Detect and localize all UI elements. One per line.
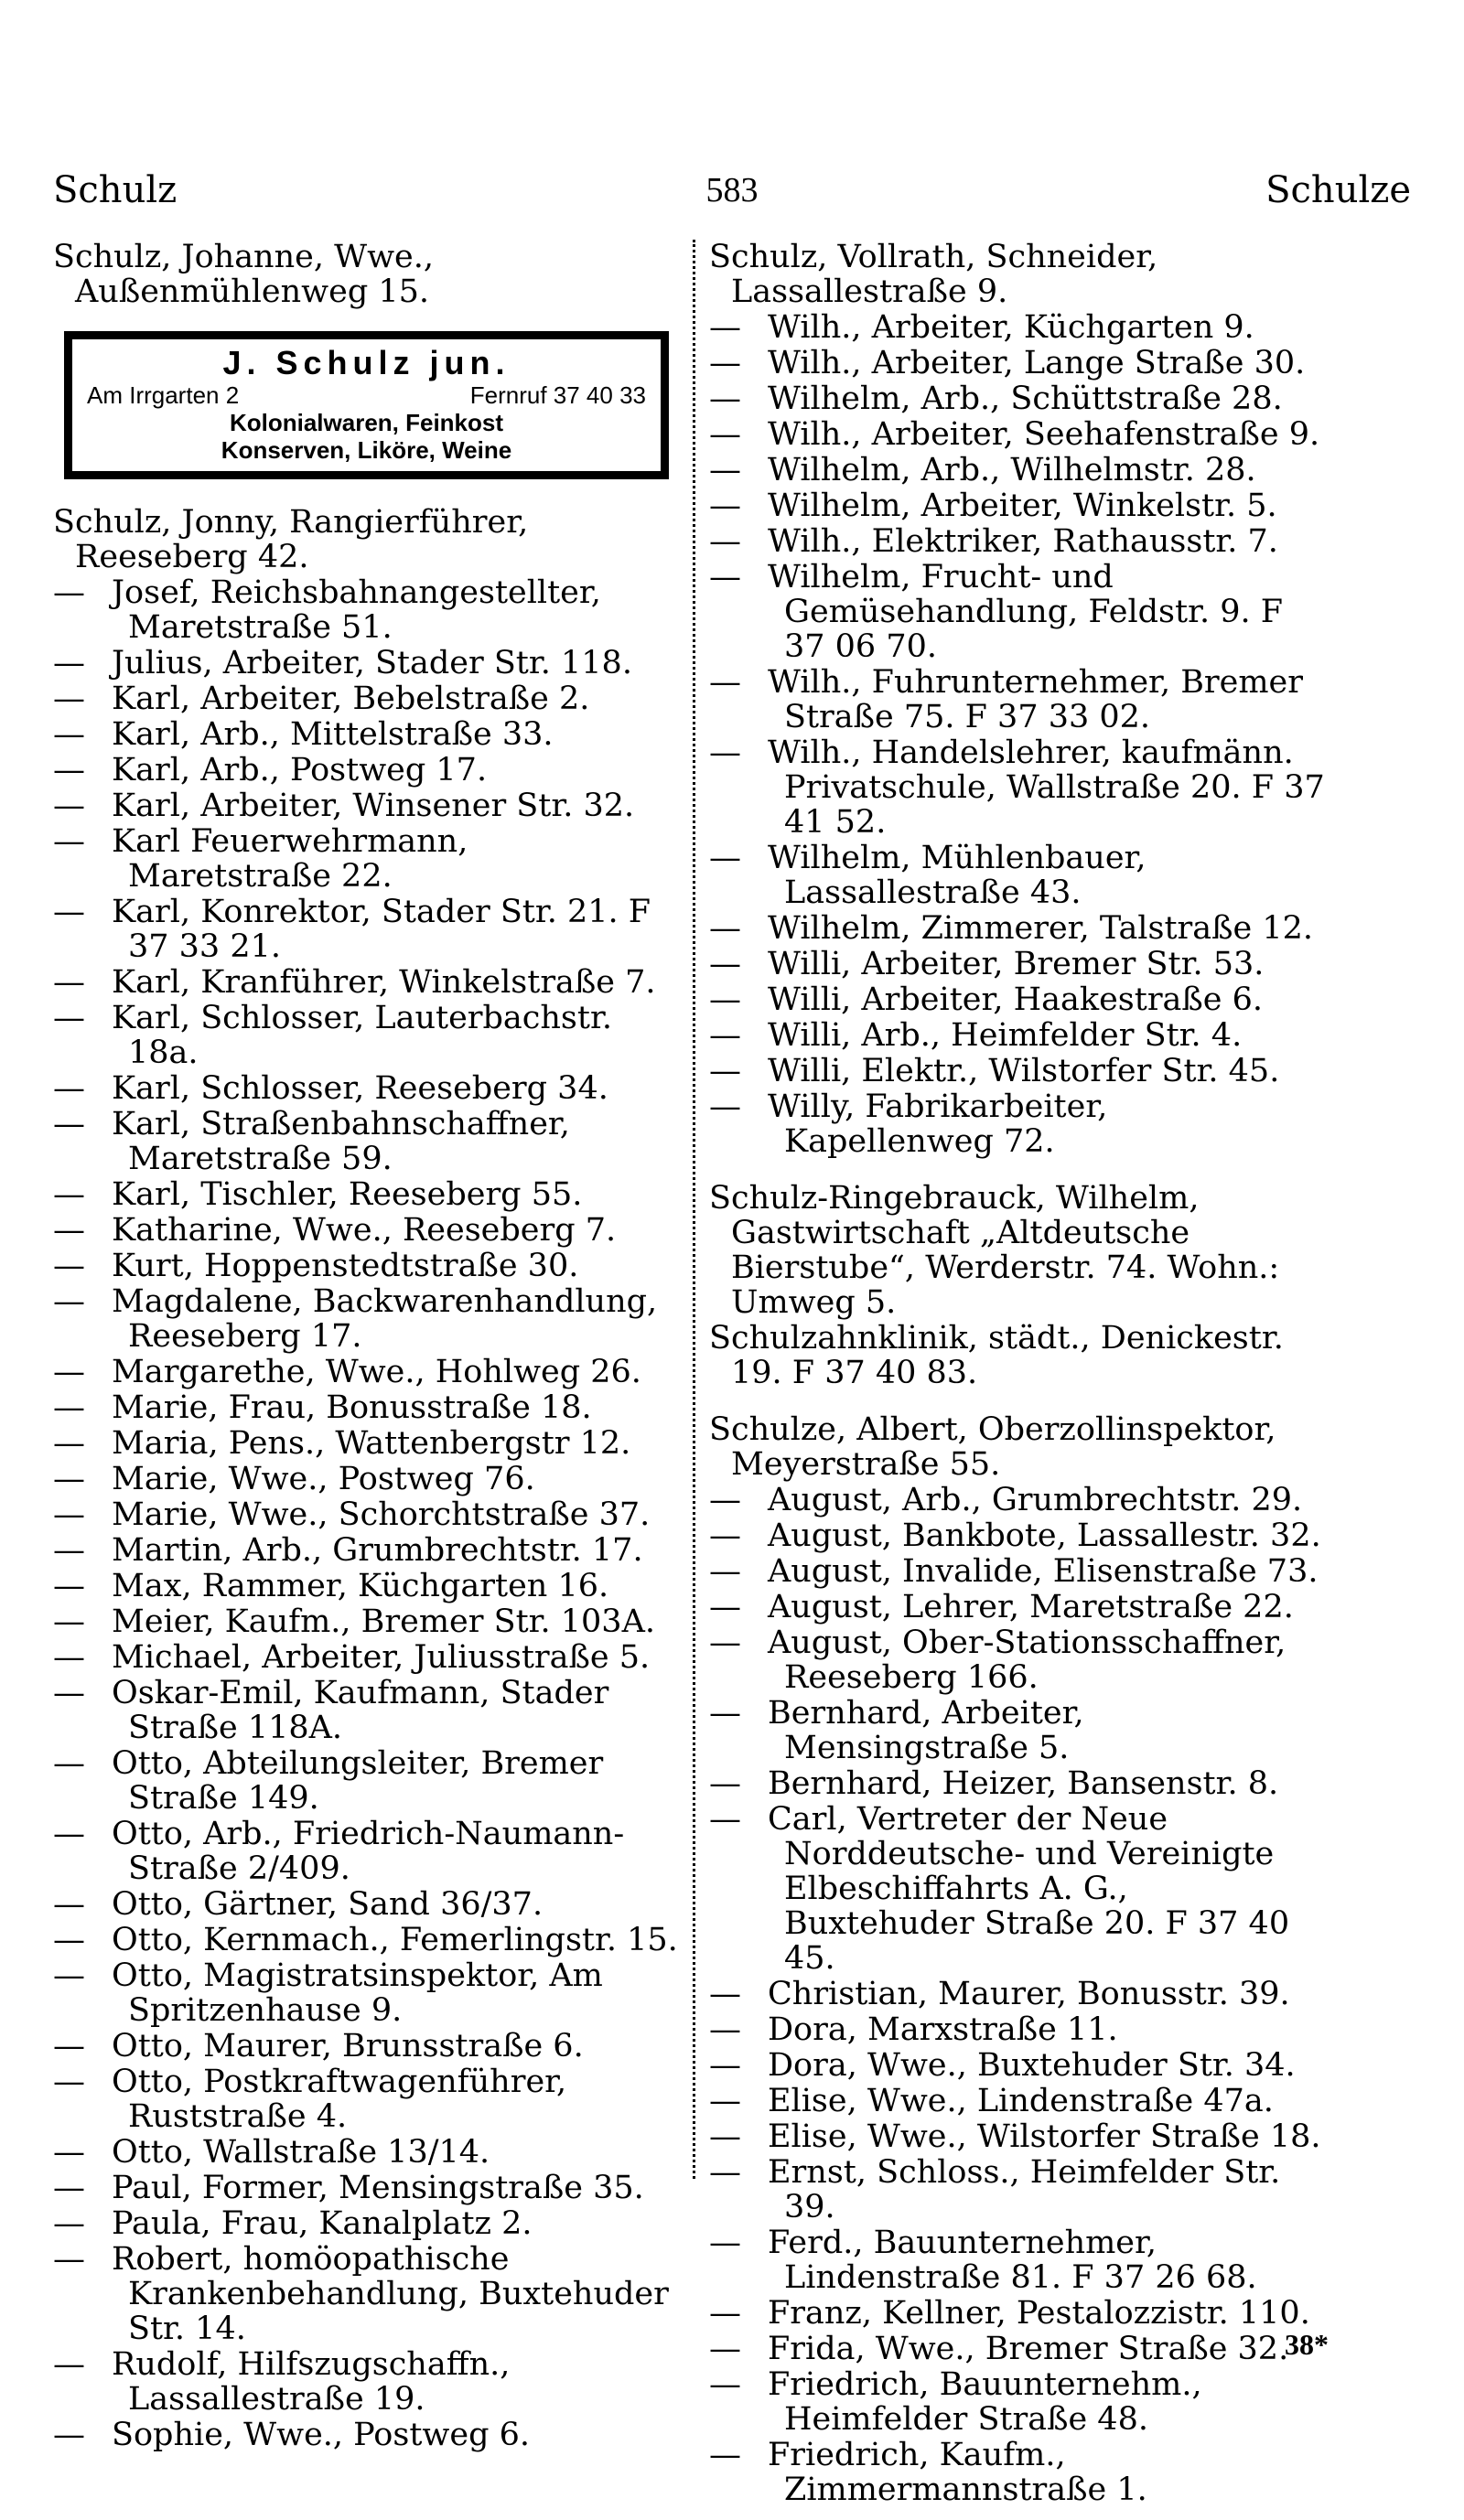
ditto-dash: —: [53, 894, 85, 930]
entry-text: Otto, Maurer, Brunsstraße 6.: [112, 2028, 584, 2064]
directory-entry: [709, 2438, 1327, 2507]
entry-text: Otto, Magistratsinspektor, Am Spritzenhause 9.: [112, 1957, 603, 2029]
entry-text: Wilhelm, Arb., Schüttstraße 28.: [768, 381, 1283, 417]
entry-text: Wilh., Handelslehrer, kaufmänn. Privatschule, Wallstraße 20. F 37 41 52.: [768, 735, 1325, 841]
entry-text: Paul, Former, Mensingstraße 35.: [112, 2170, 644, 2206]
ad-phone: Fernruf 37 40 33: [469, 381, 646, 409]
ditto-dash: —: [53, 681, 85, 717]
header-right-catchword: Schulze: [1265, 169, 1411, 211]
entry-text: August, Lehrer, Maretstraße 22.: [768, 1589, 1294, 1625]
directory-entry: [53, 505, 680, 574]
entry-text: Wilhelm, Frucht- und Gemüsehandlung, Feldstr. 9. F 37 06 70.: [768, 559, 1284, 665]
ditto-dash: —: [709, 2011, 741, 2048]
ditto-dash: —: [53, 1389, 85, 1426]
ditto-dash: —: [709, 2083, 741, 2119]
ditto-dash: —: [53, 1000, 85, 1036]
directory-entry: [53, 1923, 680, 1957]
directory-entry: [53, 1958, 680, 2028]
running-header: [53, 163, 1411, 218]
directory-entry: [53, 575, 680, 645]
entry-text: Maria, Pens., Wattenbergstr 12.: [112, 1425, 631, 1462]
directory-entry: [53, 646, 680, 681]
entry-text: Karl, Arbeiter, Winsener Str. 32.: [112, 788, 635, 824]
entry-text: Schulz, Johanne, Wwe., Außenmühlenweg 15.: [53, 239, 435, 310]
directory-entry: [709, 1018, 1327, 1053]
ditto-dash: —: [53, 1106, 85, 1142]
directory-entry: [53, 1746, 680, 1816]
entry-text: Josef, Reichsbahnangestellter, Maretstraße 51.: [112, 574, 601, 646]
directory-entry: [709, 2296, 1327, 2331]
ditto-dash: —: [709, 452, 741, 488]
entry-text: Karl, Arbeiter, Bebelstraße 2.: [112, 681, 590, 717]
entry-text: August, Bankbote, Lassallestr. 32.: [768, 1517, 1321, 1554]
directory-entry: [709, 2084, 1327, 2118]
ditto-dash: —: [53, 1568, 85, 1604]
ditto-dash: —: [53, 1070, 85, 1107]
entry-text: Otto, Arb., Friedrich-Naumann-Straße 2/409.: [112, 1816, 625, 1887]
ditto-dash: —: [709, 735, 741, 771]
directory-entry: [709, 1321, 1327, 1390]
directory-entry: [709, 560, 1327, 664]
ditto-dash: —: [53, 823, 85, 860]
entry-text: Rudolf, Hilfszugschaffn., Lassallestraße 19.: [112, 2346, 511, 2418]
directory-entry: [53, 2171, 680, 2205]
ditto-dash: —: [709, 946, 741, 982]
entry-text: Wilh., Elektriker, Rathausstr. 7.: [768, 523, 1278, 560]
ditto-dash: —: [53, 2346, 85, 2383]
ditto-dash: —: [709, 1976, 741, 2012]
ditto-dash: —: [53, 1816, 85, 1852]
page-number: 583: [705, 171, 759, 209]
right-column: [709, 240, 1327, 2508]
entry-text: Karl, Schlosser, Lauterbachstr. 18a.: [112, 1000, 612, 1071]
entry-text: Christian, Maurer, Bonusstr. 39.: [768, 1976, 1290, 2012]
entry-text: Karl, Kranführer, Winkelstraße 7.: [112, 964, 656, 1001]
directory-entry: [53, 824, 680, 894]
directory-entry: [709, 381, 1327, 416]
directory-entry: [53, 1676, 680, 1745]
entry-text: Magdalene, Backwarenhandlung, Reeseberg 17.: [112, 1283, 658, 1355]
directory-entry: [53, 753, 680, 788]
ditto-dash: —: [53, 964, 85, 1001]
directory-entry: [709, 1696, 1327, 1765]
ditto-dash: —: [53, 1957, 85, 1994]
entry-text: Karl, Arb., Mittelstraße 33.: [112, 716, 554, 753]
directory-entry: [53, 240, 680, 309]
directory-entry: [709, 947, 1327, 981]
directory-entry: [53, 1887, 680, 1922]
directory-entry: [53, 1426, 680, 1461]
ditto-dash: —: [709, 1801, 741, 1838]
directory-entry: [53, 1604, 680, 1639]
ditto-dash: —: [53, 716, 85, 753]
entry-text: Otto, Wallstraße 13/14.: [112, 2134, 490, 2171]
ditto-dash: —: [53, 645, 85, 681]
directory-entry: [53, 1001, 680, 1070]
directory-entry: [709, 2012, 1327, 2047]
directory-entry: [53, 2029, 680, 2064]
directory-entry: [709, 1977, 1327, 2011]
ditto-dash: —: [709, 381, 741, 417]
entry-text: Elise, Wwe., Lindenstraße 47a.: [768, 2083, 1274, 2119]
ditto-dash: —: [709, 1553, 741, 1590]
ditto-dash: —: [53, 2134, 85, 2171]
directory-entry: [53, 2418, 680, 2452]
directory-entry: [53, 1071, 680, 1106]
ditto-dash: —: [53, 752, 85, 788]
entry-text: Marie, Wwe., Postweg 76.: [112, 1461, 535, 1497]
directory-entry: [709, 1181, 1327, 1320]
ditto-dash: —: [709, 664, 741, 701]
ditto-dash: —: [53, 2170, 85, 2206]
ditto-dash: —: [53, 1248, 85, 1284]
directory-entry: [709, 1554, 1327, 1589]
ad-line-1: Kolonialwaren, Feinkost: [229, 409, 504, 436]
directory-entry: [709, 488, 1327, 523]
directory-entry: [53, 1107, 680, 1176]
entry-text: Michael, Arbeiter, Juliusstraße 5.: [112, 1639, 651, 1676]
entry-text: Willi, Arbeiter, Haakestraße 6.: [768, 981, 1264, 1018]
entry-text: Karl, Konrektor, Stader Str. 21. F 37 33 21.: [112, 894, 651, 965]
entry-text: August, Invalide, Elisenstraße 73.: [768, 1553, 1319, 1590]
ditto-dash: —: [709, 1589, 741, 1625]
ad-firm-name: J. Schulz jun.: [222, 344, 511, 381]
directory-entry: [53, 717, 680, 752]
directory-entry: [709, 2225, 1327, 2295]
entry-text: Otto, Postkraftwagenführer, Ruststraße 4.: [112, 2064, 567, 2135]
left-entries: [53, 505, 680, 2452]
ditto-dash: —: [53, 2064, 85, 2100]
directory-entry: [53, 1817, 680, 1886]
directory-entry: [709, 1054, 1327, 1088]
entry-text: Wilhelm, Mühlenbauer, Lassallestraße 43.: [768, 840, 1146, 911]
entry-text: Wilh., Arbeiter, Küchgarten 9.: [768, 309, 1254, 346]
entry-text: Wilhelm, Arb., Wilhelmstr. 28.: [768, 452, 1256, 488]
ditto-dash: —: [709, 1053, 741, 1089]
directory-entry: [53, 1462, 680, 1496]
directory-entry: [709, 982, 1327, 1017]
ditto-dash: —: [53, 1212, 85, 1249]
directory-entry: [53, 788, 680, 823]
ditto-dash: —: [53, 2241, 85, 2278]
entry-text: Sophie, Wwe., Postweg 6.: [112, 2417, 530, 2453]
entry-text: Schulz, Vollrath, Schneider, Lassallestraße 9.: [709, 239, 1158, 310]
entry-text: Otto, Abteilungsleiter, Bremer Straße 149.: [112, 1745, 604, 1817]
ditto-dash: —: [709, 840, 741, 876]
ditto-dash: —: [709, 1017, 741, 1054]
ditto-dash: —: [53, 2028, 85, 2064]
column-divider: [693, 240, 695, 2179]
ditto-dash: —: [53, 1461, 85, 1497]
ditto-dash: —: [709, 2118, 741, 2155]
directory-entry: [53, 895, 680, 964]
ditto-dash: —: [709, 1695, 741, 1732]
ditto-dash: —: [709, 2366, 741, 2403]
entry-text: Dora, Marxstraße 11.: [768, 2011, 1118, 2048]
entry-text: Paula, Frau, Kanalplatz 2.: [112, 2205, 533, 2242]
directory-entry: [709, 735, 1327, 840]
entry-text: August, Ober-Stationsschaffner, Reeseberg 166.: [768, 1625, 1286, 1696]
ditto-dash: —: [709, 2154, 741, 2191]
directory-entry: [709, 1483, 1327, 1517]
directory-entry: [53, 1533, 680, 1568]
ditto-dash: —: [53, 1283, 85, 1320]
ditto-dash: —: [709, 559, 741, 595]
ditto-dash: —: [53, 1922, 85, 1958]
directory-entry: [53, 1640, 680, 1675]
ditto-dash: —: [53, 1675, 85, 1711]
ditto-dash: —: [53, 1354, 85, 1390]
entry-text: Karl, Tischler, Reeseberg 55.: [112, 1176, 583, 1213]
directory-entry: [709, 524, 1327, 559]
entry-text: Friedrich, Kaufm., Zimmermannstraße 1.: [768, 2437, 1147, 2508]
entry-text: Bernhard, Heizer, Bansenstr. 8.: [768, 1765, 1279, 1802]
entry-text: Julius, Arbeiter, Stader Str. 118.: [112, 645, 632, 681]
signature-mark: 38*: [1285, 2328, 1329, 2361]
ditto-dash: —: [53, 1603, 85, 1640]
ad-line-2: Konserven, Liköre, Weine: [221, 436, 512, 464]
directory-entry: [709, 1590, 1327, 1625]
directory-entry: [709, 1802, 1327, 1976]
entry-text: Katharine, Wwe., Reeseberg 7.: [112, 1212, 617, 1249]
entry-text: August, Arb., Grumbrechtstr. 29.: [768, 1482, 1303, 1518]
directory-entry: [709, 2332, 1327, 2366]
directory-entry: [709, 2155, 1327, 2225]
entry-text: Elise, Wwe., Wilstorfer Straße 18.: [768, 2118, 1321, 2155]
entry-text: Karl, Straßenbahnschaffner, Maretstraße 59.: [112, 1106, 570, 1177]
directory-entry: [53, 2242, 680, 2346]
left-column: [53, 240, 680, 2453]
directory-entry: [53, 1249, 680, 1283]
directory-entry: [709, 1412, 1327, 1482]
directory-entry: [53, 1284, 680, 1354]
directory-entry: [709, 240, 1327, 309]
entry-text: Marie, Frau, Bonusstraße 18.: [112, 1389, 592, 1426]
directory-entry: [53, 1355, 680, 1389]
ditto-dash: —: [709, 488, 741, 524]
ditto-dash: —: [709, 2331, 741, 2367]
entry-text: Meier, Kaufm., Bremer Str. 103A.: [112, 1603, 655, 1640]
header-left-catchword: Schulz: [53, 169, 178, 211]
entry-text: Willi, Elektr., Wilstorfer Str. 45.: [768, 1053, 1280, 1089]
entry-text: Schulzahnklinik, städt., Denickestr. 19. F 37 40 83.: [709, 1320, 1284, 1391]
directory-entry: [53, 2064, 680, 2134]
entry-text: Wilhelm, Zimmerer, Talstraße 12.: [768, 910, 1314, 947]
entry-text: Schulz, Jonny, Rangierführer, Reeseberg 42.: [53, 504, 529, 575]
directory-entry: [709, 346, 1327, 381]
ditto-dash: —: [709, 981, 741, 1018]
ditto-dash: —: [53, 2417, 85, 2453]
ditto-dash: —: [709, 1765, 741, 1802]
ditto-dash: —: [709, 910, 741, 947]
right-entries: [709, 240, 1327, 2507]
entry-text: Franz, Kellner, Pestalozzistr. 110.: [768, 2295, 1310, 2332]
ditto-dash: —: [53, 2205, 85, 2242]
directory-entry: [709, 453, 1327, 488]
directory-entry: [709, 2048, 1327, 2083]
ditto-dash: —: [53, 1745, 85, 1782]
ditto-dash: —: [53, 1425, 85, 1462]
ditto-dash: —: [709, 416, 741, 453]
entry-text: Schulz-Ringebrauck, Wilhelm, Gastwirtschaft „Altdeutsche Bierstube“, Werderstr. 74. Wohn.: Umweg 5.: [709, 1180, 1280, 1321]
directory-entry: [709, 665, 1327, 735]
ditto-dash: —: [709, 1482, 741, 1518]
directory-entry: [53, 2347, 680, 2417]
directory-entry: [709, 1089, 1327, 1159]
entry-text: Willi, Arbeiter, Bremer Str. 53.: [768, 946, 1265, 982]
directory-entry: [709, 1766, 1327, 1801]
ditto-dash: —: [709, 1088, 741, 1125]
entry-text: Wilhelm, Arbeiter, Winkelstr. 5.: [768, 488, 1277, 524]
ditto-dash: —: [709, 523, 741, 560]
ditto-dash: —: [709, 2437, 741, 2473]
entry-text: Robert, homöopathische Krankenbehandlung, Buxtehuder Str. 14.: [112, 2241, 669, 2347]
entry-text: Karl, Arb., Postweg 17.: [112, 752, 488, 788]
ditto-dash: —: [709, 1517, 741, 1554]
entry-text: Dora, Wwe., Buxtehuder Str. 34.: [768, 2047, 1296, 2084]
directory-entry: [53, 681, 680, 716]
entry-text: Frida, Wwe., Bremer Straße 32.: [768, 2331, 1289, 2367]
ditto-dash: —: [53, 574, 85, 611]
ditto-dash: —: [53, 1496, 85, 1533]
entry-text: Ferd., Bauunternehmer, Lindenstraße 81. F 37 26 68.: [768, 2225, 1257, 2296]
directory-entry: [53, 1497, 680, 1532]
directory-entry: [53, 965, 680, 1000]
directory-entry: [709, 1518, 1327, 1553]
ditto-dash: —: [53, 1176, 85, 1213]
entry-text: Willy, Fabrikarbeiter, Kapellenweg 72.: [768, 1088, 1108, 1160]
directory-entry: [53, 1569, 680, 1603]
entry-text: Carl, Vertreter der Neue Norddeutsche- und Vereinigte Elbeschiffahrts A. G., Buxtehuder Straße 20. F 37 40 45.: [768, 1801, 1290, 1977]
entry-text: Karl, Schlosser, Reeseberg 34.: [112, 1070, 608, 1107]
ditto-dash: —: [53, 1886, 85, 1923]
entry-text: Schulze, Albert, Oberzollinspektor, Meyerstraße 55.: [709, 1411, 1276, 1483]
entry-text: Martin, Arb., Grumbrechtstr. 17.: [112, 1532, 643, 1569]
ditto-dash: —: [709, 2047, 741, 2084]
directory-entry: [53, 1390, 680, 1425]
left-entries-top: [53, 240, 680, 309]
directory-entry: [709, 911, 1327, 946]
entry-text: Wilh., Fuhrunternehmer, Bremer Straße 75. F 37 33 02.: [768, 664, 1303, 735]
entry-text: Ernst, Schloss., Heimfelder Str. 39.: [768, 2154, 1281, 2225]
directory-entry: [709, 1625, 1327, 1695]
entry-text: Marie, Wwe., Schorchtstraße 37.: [112, 1496, 651, 1533]
directory-entry: [709, 310, 1327, 345]
ditto-dash: —: [53, 1639, 85, 1676]
entry-text: Otto, Gärtner, Sand 36/37.: [112, 1886, 544, 1923]
entry-text: Karl Feuerwehrmann, Maretstraße 22.: [112, 823, 468, 895]
directory-entry: [53, 2206, 680, 2241]
directory-entry: [709, 2119, 1327, 2154]
ad-address-row: [87, 381, 646, 409]
entry-text: Oskar-Emil, Kaufmann, Stader Straße 118A.: [112, 1675, 609, 1746]
entry-text: Wilh., Arbeiter, Lange Straße 30.: [768, 345, 1306, 381]
entry-text: Wilh., Arbeiter, Seehafenstraße 9.: [768, 416, 1320, 453]
ditto-dash: —: [53, 788, 85, 824]
ad-address: Am Irrgarten 2: [87, 381, 240, 409]
directory-entry: [709, 417, 1327, 452]
ditto-dash: —: [709, 1625, 741, 1661]
directory-entry: [709, 2367, 1327, 2437]
directory-entry: [53, 1177, 680, 1212]
entry-text: Friedrich, Bauunternehm., Heimfelder Straße 48.: [768, 2366, 1202, 2438]
entry-text: Otto, Kernmach., Femerlingstr. 15.: [112, 1922, 678, 1958]
entry-text: Willi, Arb., Heimfelder Str. 4.: [768, 1017, 1243, 1054]
ditto-dash: —: [709, 2225, 741, 2261]
directory-entry: [53, 1213, 680, 1248]
ditto-dash: —: [53, 1532, 85, 1569]
entry-text: Kurt, Hoppenstedtstraße 30.: [112, 1248, 579, 1284]
directory-entry: [709, 841, 1327, 910]
advertisement-box: [64, 331, 669, 479]
entry-text: Margarethe, Wwe., Hohlweg 26.: [112, 1354, 641, 1390]
entry-text: Max, Rammer, Küchgarten 16.: [112, 1568, 609, 1604]
ditto-dash: —: [709, 345, 741, 381]
ditto-dash: —: [709, 2295, 741, 2332]
ditto-dash: —: [709, 309, 741, 346]
entry-text: Bernhard, Arbeiter, Mensingstraße 5.: [768, 1695, 1084, 1766]
directory-entry: [53, 2135, 680, 2170]
